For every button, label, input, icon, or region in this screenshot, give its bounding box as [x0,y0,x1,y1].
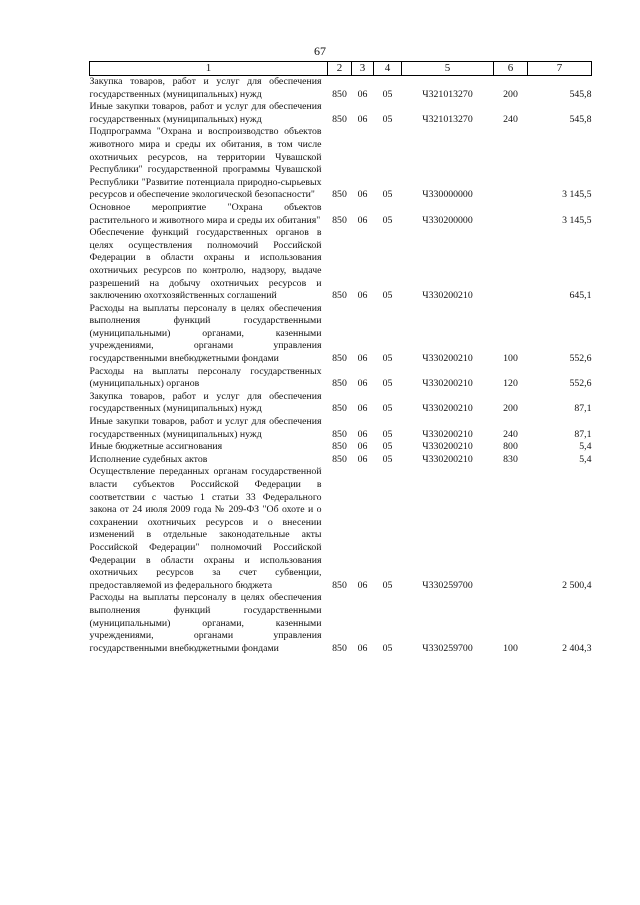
cell-amount: 87,1 [574,428,592,440]
cell-expense-type: 100 [503,353,518,365]
cell-subsection: 05 [382,189,393,201]
cell-subsection: 05 [382,214,393,226]
cell-subsection: 05 [382,290,393,302]
cell-expense-type: 830 [503,453,518,465]
cell-ministry-code: 850 [332,353,347,365]
cell-amount: 545,8 [569,113,592,125]
cell-ministry-code: 850 [332,642,347,654]
cell-subsection: 05 [382,378,393,390]
table-row [90,466,592,592]
cell-target-item: Ч330259700 [422,642,473,654]
row-name: Расходы на выплаты персоналу государственных (муниципальных) органов [89,365,322,390]
cell-expense-type [494,126,528,202]
row-name: Исполнение судебных актов [89,453,208,465]
cell-amount: 3 145,5 [562,189,592,201]
cell-amount: 2 404,3 [562,642,592,654]
cell-ministry-code: 850 [332,453,347,465]
cell-ministry-code: 850 [332,88,347,100]
table-row [90,202,592,227]
table-row [90,592,592,655]
cell-ministry-code: 850 [332,378,347,390]
cell-amount: 5,4 [579,441,592,453]
column-header: 5 [402,62,494,76]
cell-amount: 87,1 [574,403,592,415]
cell-section: 06 [357,189,368,201]
cell-section: 06 [357,453,368,465]
cell-ministry-code: 850 [332,290,347,302]
table-row [90,416,592,441]
table-row [90,454,592,467]
cell-expense-type [494,227,528,303]
cell-section: 06 [357,642,368,654]
cell-ministry-code: 850 [332,579,347,591]
cell-target-item: Ч330200210 [422,428,473,440]
cell-subsection: 05 [382,428,393,440]
cell-section: 06 [357,579,368,591]
cell-expense-type: 200 [503,88,518,100]
cell-subsection: 05 [382,403,393,415]
row-name: Иные закупки товаров, работ и услуг для обеспечения государственных (муниципальных) нужд [89,101,322,125]
table-header-row [90,62,592,76]
cell-section: 06 [357,88,368,100]
cell-section: 06 [357,378,368,390]
cell-target-item: Ч330200210 [422,290,473,302]
cell-amount: 5,4 [579,453,592,465]
cell-section: 06 [357,290,368,302]
cell-ministry-code: 850 [332,403,347,415]
cell-expense-type [494,466,528,592]
cell-target-item: Ч330200210 [422,353,473,365]
budget-table [89,61,592,655]
cell-subsection: 05 [382,353,393,365]
cell-subsection: 05 [382,579,393,591]
cell-expense-type: 200 [503,403,518,415]
cell-section: 06 [357,441,368,453]
row-name: Расходы на выплаты персоналу в целях обеспечения выполнения функций государственными (муниципальными) органами, казенными учреждениями, органами управления государственными внебюджетными фондами [89,302,322,365]
cell-target-item: Ч330259700 [422,579,473,591]
cell-amount: 545,8 [569,88,592,100]
cell-target-item: Ч321013270 [422,88,473,100]
cell-expense-type: 100 [503,642,518,654]
column-header: 6 [494,62,528,76]
cell-subsection: 05 [382,453,393,465]
cell-subsection: 05 [382,113,393,125]
row-name: Обеспечение функций государственных органов в целях осуществления полномочий Российской Федерации в области охраны и использования охотничьих ресурсов по контролю, надзору, выдаче разрешений на добычу охотничьих ресурсов и заключению охотхозяйственных соглашений [89,227,322,302]
cell-expense-type [494,202,528,227]
table-row [90,76,592,102]
row-name: Осуществление переданных органам государственной власти субъектов Российской Федерации в соответствии с частью 1 статьи 33 Федерального закона от 24 июля 2009 года № 209-ФЗ "Об охоте и о сохранении охотничьих ресурсов и о внесении изменений в отдельные законодательные акты Российской Федерации" полномочий Российской Федерации в области охраны и использования охотничьих ресурсов за счет субвенции, предоставляемой из федерального бюджета [89,466,322,591]
table-row [90,391,592,416]
cell-expense-type: 800 [503,441,518,453]
cell-target-item: Ч330200210 [422,378,473,390]
page-number: 67 [314,44,326,58]
row-name: Закупка товаров, работ и услуг для обеспечения государственных (муниципальных) нужд [89,76,322,100]
table-row [90,101,592,126]
row-name: Закупка товаров, работ и услуг для обеспечения государственных (муниципальных) нужд [89,390,322,415]
cell-amount: 645,1 [569,290,592,302]
column-header: 2 [328,62,352,76]
table-row [90,441,592,454]
row-name: Расходы на выплаты персоналу в целях обеспечения выполнения функций государственными (муниципальными) органами, казенными учреждениями, органами управления государственными внебюджетными фондами [89,592,322,654]
cell-target-item: Ч330200000 [422,214,473,226]
cell-expense-type: 240 [503,428,518,440]
cell-subsection: 05 [382,441,393,453]
row-name: Иные закупки товаров, работ и услуг для обеспечения государственных (муниципальных) нужд [89,416,322,440]
cell-target-item: Ч330000000 [422,189,473,201]
table-row [90,303,592,366]
cell-amount: 552,6 [569,353,592,365]
row-name: Основное мероприятие "Охрана объектов растительного и животного мира и среды их обитания" [89,201,322,226]
cell-ministry-code: 850 [332,441,347,453]
cell-amount: 552,6 [569,378,592,390]
cell-ministry-code: 850 [332,113,347,125]
cell-section: 06 [357,428,368,440]
cell-ministry-code: 850 [332,428,347,440]
column-header: 1 [90,62,328,76]
table-row [90,126,592,202]
cell-expense-type: 240 [503,113,518,125]
table-row [90,366,592,391]
row-name: Иные бюджетные ассигнования [89,441,223,453]
cell-target-item: Ч321013270 [422,113,473,125]
cell-target-item: Ч330200210 [422,453,473,465]
cell-amount: 3 145,5 [562,214,592,226]
cell-section: 06 [357,113,368,125]
cell-section: 06 [357,214,368,226]
column-header: 4 [374,62,402,76]
cell-section: 06 [357,353,368,365]
cell-expense-type: 120 [503,378,518,390]
cell-ministry-code: 850 [332,214,347,226]
cell-target-item: Ч330200210 [422,441,473,453]
cell-target-item: Ч330200210 [422,403,473,415]
cell-ministry-code: 850 [332,189,347,201]
column-header: 3 [352,62,374,76]
cell-subsection: 05 [382,642,393,654]
cell-subsection: 05 [382,88,393,100]
row-name: Подпрограмма "Охрана и воспроизводство объектов животного мира и среды их обитания, в том числе охотничьих ресурсов, на территории Чувашской Республики" государственной программы Чувашской Республики "Развитие потенциала природно-сырьевых ресурсов и обеспечение экологической безопасности" [89,126,322,201]
column-header: 7 [528,62,592,76]
cell-amount: 2 500,4 [562,579,592,591]
table-row [90,227,592,303]
cell-section: 06 [357,403,368,415]
